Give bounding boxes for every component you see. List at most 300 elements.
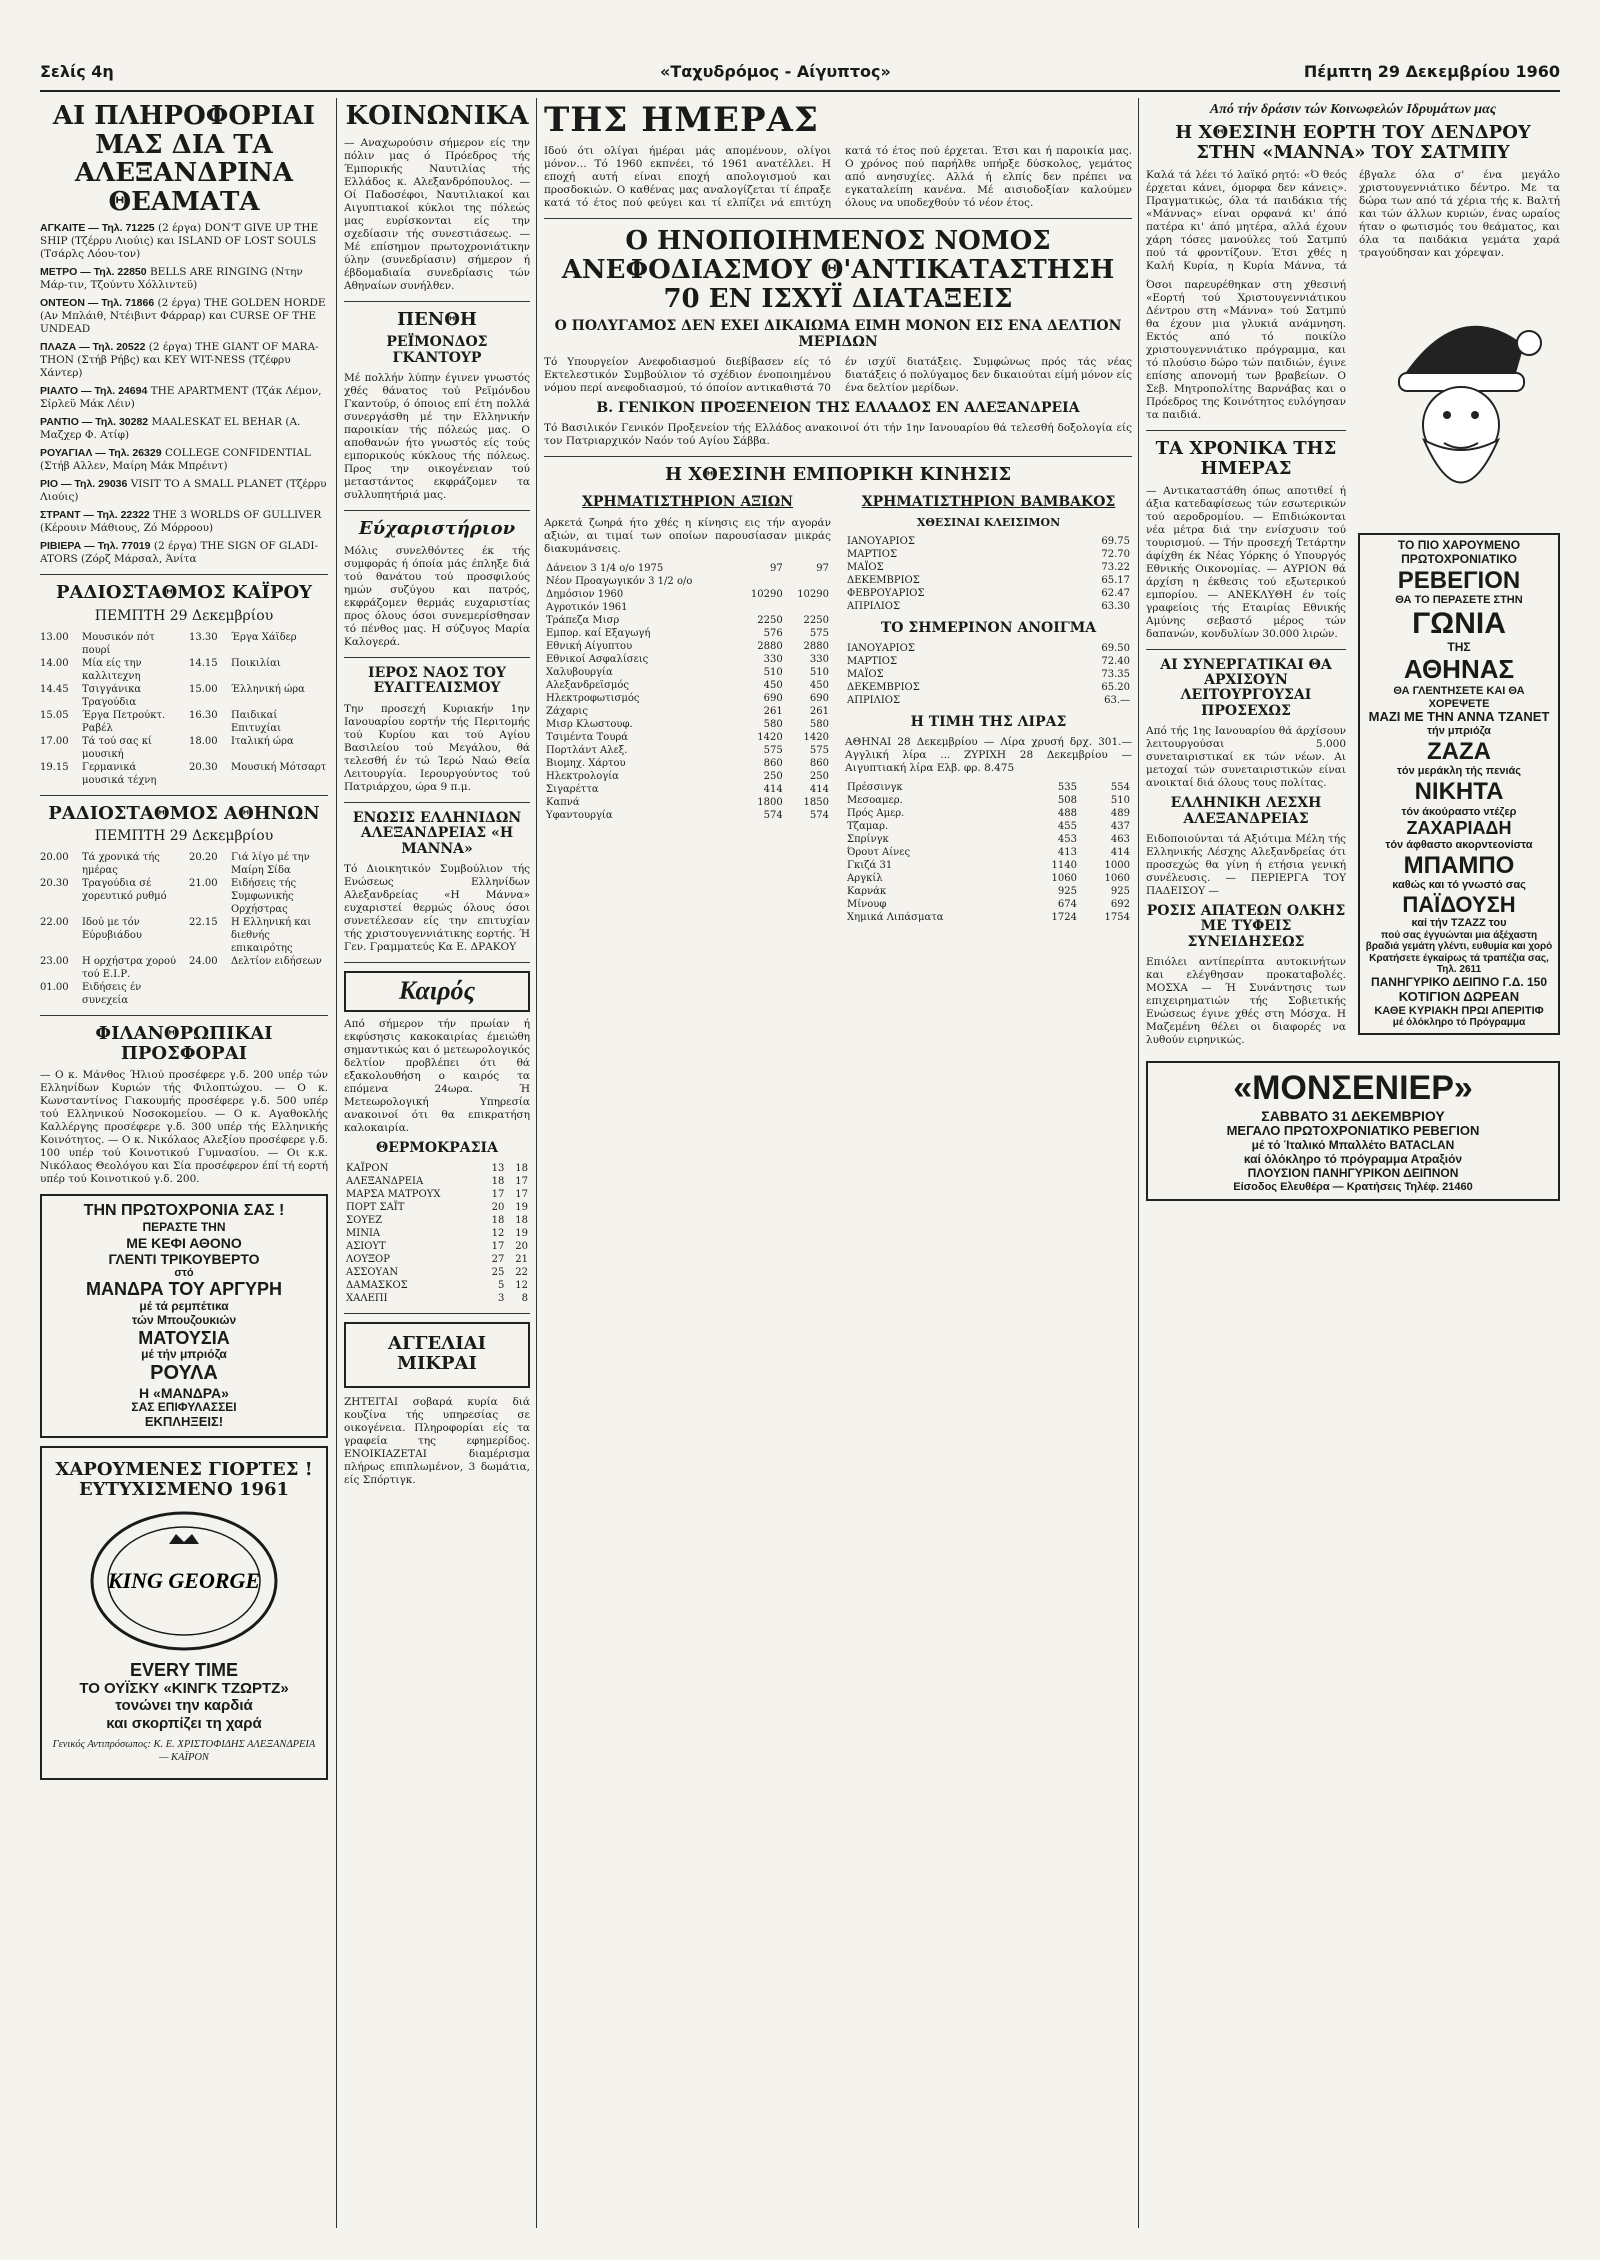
table-cell: 2880: [757, 640, 783, 652]
table-row: [845, 642, 1132, 655]
table-row: [845, 600, 1132, 613]
program-title: Ποικιλίαι: [231, 657, 281, 669]
ad-line: μέ τό Ίταλικό Μπαλλέτο BATACLAN: [1251, 1138, 1455, 1153]
radio-program: [40, 631, 179, 657]
table-cell: 5: [498, 1279, 505, 1291]
cinema-film: THE APARTMENT (Τζάκ Λέμον, Σίρλεϋ Μάκ Λέιν): [40, 385, 322, 411]
ad-line: ΑΘΗΝΑΣ: [1403, 654, 1515, 685]
table-cell: 2250: [757, 614, 783, 626]
table-cell: 413: [1057, 847, 1077, 859]
cinema-name: ΣΤΡΑΝΤ — Τηλ. 22322: [40, 509, 150, 522]
table-cell: 25: [491, 1266, 505, 1278]
table-cell: Τσιμέντα Τουρά: [546, 731, 629, 743]
program-title: Δελτίον ειδήσεων: [231, 955, 322, 967]
program-time: 15.05: [40, 709, 69, 721]
radio-program: [189, 955, 328, 981]
stocks-intro: Αρκετά ζωηρά ήτο χθές η κίνησις εις τήν αγοράν αξιών, αι τιμαί των οποίων παρουσίασαν μικράς διακυμάνσεις.: [544, 516, 831, 555]
table-cell: 535: [1057, 782, 1077, 794]
table-cell: Αλεξανδρεϊσμός: [546, 679, 630, 691]
table-cell: 580: [763, 718, 783, 730]
table-cell: 250: [763, 770, 783, 782]
cotton-heading: ΧΡΗΜΑΤΙΣΤΗΡΙΟΝ ΒΑΜΒΑΚΟΣ: [861, 494, 1116, 511]
temperature-heading: ΘΕΡΜΟΚΡΑΣΙΑ: [376, 1139, 498, 1156]
cinema-listings: [40, 222, 328, 566]
column-rule: [336, 98, 337, 2228]
table-cell: ΑΣΙΟΥΤ: [346, 1240, 386, 1252]
table-cell: Ηλεκτρολογία: [546, 770, 619, 782]
cinema-entry: [40, 341, 328, 380]
law-subheading: Ο ΠΟΛΥΓΑΜΟΣ ΔΕΝ ΕΧΕΙ ΔΙΚΑΙΩΜΑ ΕΙΜΗ ΜΟΝΟΝ ΕΙΣ ΕΝΑ ΔΕΛΤΙΟΝ ΜΕΡΙΔΩΝ: [554, 318, 1122, 350]
table-cell: 1060: [1104, 873, 1130, 885]
radio-athens-heading: ΡΑΔΙΟΣΤΑΘΜΟΣ ΑΘΗΝΩΝ: [48, 802, 320, 824]
table-cell: Σιγαρέττα: [546, 783, 599, 795]
weather-logo: Καιρός: [344, 971, 530, 1012]
whisky-ad-greeting: ΧΑΡΟΥΜΕΝΕΣ ΓΙΟΡΤΕΣ ! ΕΥΤΥΧΙΣΜΕΝΟ 1961: [55, 1458, 313, 1500]
ad-line: τόν άφθαστο ακορντεονίστα: [1385, 839, 1533, 852]
table-cell: 65.17: [1101, 574, 1130, 586]
table-cell: 1850: [803, 796, 829, 808]
table-cell: 1060: [1051, 873, 1077, 885]
thanks-heading: Εύχαριστήριον: [358, 518, 516, 540]
ad-line: καί τήν ΤΖΑΖΖ του: [1411, 917, 1507, 930]
cotton-exchange-section: [845, 491, 1132, 924]
cinema-film: (2 έργα) THE GIANT OF MARA-THON (Στήβ Ρήβς) και KEY WIT-NESS (Τζέφρυ Χάντερ): [40, 341, 319, 380]
cinema-film: (2 έργα) DON'T GIVE UP THE SHIP (Τζέρρυ Λιούις) και ISLAND OF LOST SOULS (Τσάρλς Λόου-τον): [40, 222, 319, 261]
law-text: Τό Υπουργείον Ανεφοδιασμού διεβίβασεν είς τό Εκτελεστικόν Συμβούλιον τό σχέδιον ένοποιημένου νόμου περί ανεφοδιασμού, τό όποίον αντικαθιστά 70 έν ισχύϊ διατάξεις. Συμφώνως πρός τάς νέας διατάξεις ό πολύγαμος δεν δικαιούται είμή μόνον είς ένα δελτίον μερίδων.: [544, 355, 1132, 394]
table-cell: 20: [515, 1240, 528, 1252]
table-row: [845, 911, 1132, 924]
table-cell: Τζαμαρ.: [847, 821, 889, 833]
table-cell: Πρός Αμερ.: [847, 808, 905, 820]
cinema-entry: [40, 416, 328, 442]
ad-line: ΤΟ ΠΙΟ ΧΑΡΟΥΜΕΝΟ ΠΡΩΤΟΧΡΟΝΙΑΤΙΚΟ: [1397, 537, 1521, 566]
table-cell: Τράπεζα Μισρ: [546, 614, 620, 626]
radio-program: [189, 631, 328, 657]
table-row: [344, 1188, 530, 1201]
table-cell: 73.35: [1101, 669, 1130, 681]
ad-line: ΜΑΤΟΥΣΙΑ: [138, 1327, 230, 1348]
whisky-agent: Γενικός Αντιπρόσωπος: Κ. Ε. ΧΡΙΣΤΟΦΙΔΗΣ ΑΛΕΞΑΝΔΡΕΙΑ — ΚΑΪΡΟΝ: [52, 1738, 316, 1763]
program-title: Ιδού με τόν Εύρυβιάδου: [82, 916, 142, 941]
table-cell: ΔΑΜΑΣΚΟΣ: [346, 1279, 408, 1291]
table-cell: 13: [491, 1162, 505, 1174]
ad-line: ΠΑΪΔΟΥΣΗ: [1402, 891, 1516, 917]
radio-program: [40, 761, 179, 787]
table-row: [344, 1240, 530, 1253]
program-time: 16.30: [189, 709, 218, 721]
program-time: 13.00: [40, 631, 69, 643]
table-cell: 261: [763, 705, 783, 717]
tagline: Από τήν δράσιν τών Κοινωφελών Ιδρυμάτων μας: [1209, 102, 1497, 117]
ad-line: τονώνει την καρδιά: [115, 1697, 253, 1715]
cooperatives-text: Από τής 1ης Ιανουαρίου θά άρχίσουν λειτουργούσαι 5.000 συνεταιριστικαί εκ τών νέων. Αι μετοχαί τών συνεταιριστικών είναι ανοικταί διά όλους τους πολίτας.: [1146, 725, 1346, 790]
column-rule: [1138, 98, 1139, 2228]
program-title: Γιά λίγο μέ την Μαίρη Σίδα: [231, 851, 310, 876]
table-cell: 510: [809, 666, 829, 678]
table-row: [845, 548, 1132, 561]
mandra-nightclub-ad: [40, 1194, 328, 1438]
program-time: 18.00: [189, 735, 218, 747]
table-cell: 1420: [757, 731, 783, 743]
table-row: [544, 653, 831, 666]
table-row: [344, 1214, 530, 1227]
table-cell: 97: [769, 562, 783, 574]
program-title: Τά τού σας κί μουσική: [82, 735, 152, 760]
program-time: 01.00: [40, 981, 69, 993]
tree-heading: Η ΧΘΕΣΙΝΗ ΕΟΡΤΗ ΤΟΥ ΔΕΝΔΡΟΥ ΣΤΗΝ «ΜΑΝΝΑ» ΤΟΥ ΣΑΤΜΠΥ: [1175, 122, 1531, 164]
ad-line: ΓΩΝΙΑ: [1412, 606, 1506, 640]
chronicle-heading: ΤΑ ΧΡΟΝΙΚΑ ΤΗΣ ΗΜΕΡΑΣ: [1155, 437, 1337, 479]
ad-line: ΜΑΝΔΡΑ ΤΟΥ ΑΡΓΥΡΗ: [86, 1279, 282, 1300]
table-row: [845, 587, 1132, 600]
ad-line: στό: [174, 1266, 194, 1279]
club-heading: ΕΛΛΗΝΙΚΗ ΛΕΣΧΗ ΑΛΕΞΑΝΔΡΕΙΑΣ: [1170, 795, 1322, 827]
table-cell: 510: [1110, 795, 1130, 807]
program-time: 13.30: [189, 631, 218, 643]
ad-line: ΡΟΥΛΑ: [150, 1362, 218, 1385]
program-time: 22.15: [189, 916, 218, 928]
table-cell: ΚΑΪΡΟΝ: [346, 1162, 389, 1174]
whisky-label-icon: [84, 1506, 284, 1656]
table-cell: Χαλυβουργία: [546, 666, 613, 678]
table-cell: Αργκίλ: [847, 873, 883, 885]
table-cell: ΜΑΡΤΙΟΣ: [847, 548, 898, 560]
table-cell: 21: [515, 1253, 528, 1265]
santa-claus-icon: [1364, 285, 1554, 525]
table-cell: 72.40: [1101, 656, 1130, 668]
table-row: [544, 679, 831, 692]
table-row: [845, 898, 1132, 911]
pound-text: ΑΘΗΝΑΙ 28 Δεκεμβρίου — Λίρα χρυσή δρχ. 301.— Αγγλική λίρα ... ΖΥΡΙΧΗ 28 Δεκεμβρίου — Αιγυπτιακή λίρα Ελβ. φρ. 8.475: [845, 736, 1132, 775]
program-time: 14.00: [40, 657, 69, 669]
table-cell: Εθνικοί Ασφαλίσεις: [546, 653, 649, 665]
table-row: [845, 694, 1132, 707]
radio-cairo-heading: ΡΑΔΙΟΣΤΑΘΜΟΣ ΚΑΪΡΟΥ: [55, 582, 313, 604]
table-cell: ΙΑΝΟΥΑΡΙΟΣ: [847, 643, 915, 655]
table-cell: 18: [491, 1175, 505, 1187]
table-cell: 510: [763, 666, 783, 678]
program-title: Έλληνική ώρα: [231, 683, 305, 695]
consulate-text: Τό Βασιλικόν Γενικόν Προξενείον τής Ελλάδος ανακοινοί ότι τήν 1ην Ιανουαρίου θά τελεσθή δοξολογία είς τον Πατριαρχικόν Ναόν τού Αγίου Σάββα.: [544, 422, 1132, 448]
radio-program: [189, 761, 328, 787]
table-cell: Σπρίνγκ: [847, 834, 889, 846]
table-cell: ΔΕΚΕΜΒΡΙΟΣ: [847, 574, 920, 586]
table-cell: ΦΕΒΡΟΥΑΡΙΟΣ: [847, 587, 925, 599]
table-cell: 63.—: [1104, 695, 1130, 707]
issue-date: Πέμπτη 29 Δεκεμβρίου 1960: [1303, 62, 1560, 81]
classifieds-text: ΖΗΤΕΙΤΑΙ σοβαρά κυρία διά κουζίνα τής υπηρεσίας σε οικογένεια. Πληροφορίαι είς τα γραφεία της εφημερίδος. ΕΝΟΙΚΙΑΖΕΤΑΙ διαμέρισμα πλήρως επιπλωμένον, 3 δωμάτια, είς Σπόρτιγκ.: [344, 1395, 530, 1486]
table-row: [344, 1266, 530, 1279]
table-cell: 455: [1057, 821, 1077, 833]
cinema-film: (2 έργα) THE GOLDEN HORDE (Αν Μπλάιθ, Ντέιβιντ Φάρραρ) και CURSE OF THE UNDEAD: [40, 297, 326, 336]
ad-line: τήν μπριόζα: [1427, 725, 1491, 738]
table-cell: Εθνική Αίγυπτου: [546, 640, 633, 652]
table-cell: [785, 601, 831, 614]
table-cell: Βιομηχ. Χάρτου: [546, 757, 626, 769]
table-cell: 1140: [1051, 860, 1077, 872]
table-cell: 488: [1057, 808, 1077, 820]
radio-program: [40, 657, 179, 683]
ad-line: ΣΑΣ ΕΠΙΦΥΛΑΣΣΕΙ: [131, 1400, 237, 1415]
table-cell: 18: [491, 1214, 505, 1226]
program-title: Ειδήσεις έν συνεχεία: [82, 981, 142, 1006]
market-heading: Η ΧΘΕΣΙΝΗ ΕΜΠΟΡΙΚΗ ΚΙΝΗΣΙΣ: [664, 464, 1012, 486]
cinema-entry: [40, 222, 328, 261]
program-title: Μουσική Μότσαρτ: [231, 761, 327, 773]
program-title: Ιταλική ώρα: [231, 735, 294, 747]
cinema-entry: [40, 266, 328, 292]
table-cell: Δάνειον 3 1/4 ο/ο 1975: [546, 562, 664, 574]
table-cell: 12: [515, 1279, 528, 1291]
ad-line: μέ όλόκληρο τό Πρόγραμμα: [1392, 1017, 1526, 1029]
table-row: [344, 1253, 530, 1266]
column-1: [40, 98, 328, 2228]
table-row: [344, 1279, 530, 1292]
table-cell: 453: [1057, 834, 1077, 846]
table-row: [544, 562, 831, 575]
table-row: [544, 744, 831, 757]
program-title: Τραγούδια σέ χορευτικό ρυθμό: [82, 877, 167, 902]
table-cell: ΣΟΥΕΖ: [346, 1214, 383, 1226]
mourning-name: ΡΕΪΜΟΝΔΟΣ ΓΚΑΝΤΟΥΡ: [386, 334, 488, 366]
cinema-name: ΑΓΚΑΙΤΕ — Τηλ. 71225: [40, 222, 155, 235]
radio-program: [40, 709, 179, 735]
table-row: [544, 627, 831, 640]
table-cell: ΧΑΛΕΠΙ: [346, 1292, 388, 1304]
ad-line: ΚΑΘΕ ΚΥΡΙΑΚΗ ΠΡΩΙ ΑΠΕΡΙΤΙΦ: [1374, 1004, 1544, 1017]
table-row: [544, 809, 831, 822]
cinema-name: ΜΕΤΡΟ — Τηλ. 22850: [40, 266, 147, 279]
table-cell: ΑΛΕΞΑΝΔΡΕΙΑ: [346, 1175, 424, 1187]
table-row: [544, 666, 831, 679]
ad-line: EVERY TIME: [129, 1659, 239, 1680]
gonia-athinas-ad: [1358, 533, 1560, 1035]
table-cell: 17: [491, 1240, 505, 1252]
table-row: [344, 1227, 530, 1240]
classifieds-heading: ΑΓΓΕΛΙΑΙ ΜΙΚΡΑΙ: [387, 1332, 486, 1374]
table-cell: 17: [515, 1188, 528, 1200]
program-time: 14.15: [189, 657, 218, 669]
table-cell: Μίνουφ: [847, 899, 887, 911]
consulate-heading: Β. ΓΕΝΙΚΟΝ ΠΡΟΞΕΝΕΙΟΝ ΤΗΣ ΕΛΛΑΔΟΣ ΕΝ ΑΛΕΞΑΝΔΡΕΙΑ: [596, 399, 1080, 416]
table-cell: 63.30: [1101, 600, 1130, 612]
table-row: [544, 731, 831, 744]
column-2: [344, 98, 530, 2228]
table-row: [344, 1162, 530, 1175]
column-4-left: [1146, 279, 1346, 1053]
radio-program: [189, 709, 328, 735]
radio-program: [40, 851, 179, 877]
table-cell: Αγροτικόν 1961: [546, 601, 628, 613]
stocks-table: [544, 562, 831, 822]
table-cell: 450: [763, 679, 783, 691]
charity-heading: ΦΙΛΑΝΘΡΩΠΙΚΑΙ ΠΡΟΣΦΟΡΑΙ: [95, 1022, 273, 1064]
table-cell: Πορτλάντ Αλεξ.: [546, 744, 628, 756]
table-cell: 574: [763, 809, 783, 821]
radio-program: [189, 916, 328, 955]
cinema-entry: [40, 447, 328, 473]
ad-line: ΠΛΟΥΣΙΟΝ ΠΑΝΗΓΥΡΙΚΟΝ ΔΕΙΠΝΟΝ: [1247, 1165, 1459, 1180]
cinema-heading: ΑΙ ΠΛΗΡΟΦΟΡΙΑΙ ΜΑΣ ΔΙΑ ΤΑ ΑΛΕΞΑΝΔΡΙΝΑ ΘΕΑΜΑΤΑ: [52, 101, 316, 217]
table-cell: Ηλεκτροφωτισμός: [546, 692, 640, 704]
monseigneur-ad: [1146, 1061, 1560, 1201]
today-opening-heading: ΤΟ ΣΗΜΕΡΙΝΟΝ ΑΝΟΙΓΜΑ: [880, 619, 1097, 636]
law-heading: Ο ΗΝΟΠΟΙΗΜΕΝΟΣ ΝΟΜΟΣ ΑΝΕΦΟΔΙΑΣΜΟΥ Θ'ΑΝΤΙΚΑΤΑΣΤΗΣΗ 70 ΕΝ ΙΣΧΥΪ ΔΙΑΤΑΞΕΙΣ: [561, 226, 1115, 314]
table-row: [544, 575, 831, 588]
table-cell: 330: [809, 653, 829, 665]
cinema-entry: [40, 540, 328, 566]
table-cell: 27: [491, 1253, 505, 1265]
ad-line: πού σας έγγυώνται μια άξέχαστη βραδιά γεμάτη γλέντι, ευθυμία και χορό: [1365, 929, 1553, 953]
program-time: 15.00: [189, 683, 218, 695]
cooperatives-heading: ΑΙ ΣΥΝΕΡΓΑΤΙΚΑΙ ΘΑ ΑΡΧΙΣΟΥΝ ΛΕΙΤΟΥΡΓΟΥΣΑΙ ΠΡΟΣΕΧΩΣ: [1160, 656, 1332, 719]
page-number: Σελίς 4η: [40, 62, 114, 81]
program-title: Τσιγγάνικα Τραγούδια: [82, 683, 142, 708]
program-time: 17.00: [40, 735, 69, 747]
ad-line: Κρατήσετε έγκαίρως τά τραπέζια σας, Τηλ. 2611: [1369, 952, 1549, 976]
table-row: [845, 807, 1132, 820]
ad-line: ΖΑΧΑΡΙΑΔΗ: [1406, 818, 1512, 839]
king-george-whisky-ad: [40, 1446, 328, 1780]
program-title: Μία είς την καλλιτεχνη: [82, 657, 142, 682]
ad-line: μέ τήν μπριόζα: [141, 1347, 227, 1362]
chronicle-text: — Αντικαταστάθη όπως αποτιθεί ή άξια κατεδαφίσεως τών εσωτερικών τού αεροδρομίου. — Επιδιώκονται νέα μέτρα διά την ενίσχυσιν τού τουρισμού. — Τήν προσεχή Τετάρτην άφίχθη έκ Νέας Υόρκης ό Υπουργός Εθνικής Οικονομίας. — ΑΥΡΙΟΝ θά άρχίση η έκθεσις τού εξωτερικού εμπορίου. — ΑΝΕΚΛΥΘΗ έν τοίς γραφείοις τής Εταιρίας Εθνικής Αμύνης σεβαστό μέρος τών δαπανών, κονδυλίων 30.000 λιρών.: [1146, 484, 1346, 640]
radio-program: [189, 851, 328, 877]
cinema-film: BELLS ARE RINGING (Ντην Μάρ-τιν, Τζούντυ Χόλλιντεϋ): [40, 266, 303, 292]
mourning-heading: ΠΕΝΘΗ: [397, 308, 477, 330]
charity-text: — Ο κ. Μάνθος Ήλιού προσέφερε γ.δ. 200 υπέρ τών Ελληνίδων Κυριών τής Φιλοπτώχου. — Ο κ. Κωνσταντίνος Γιακουμής προσέφερε γ.δ. 500 υπέρ τού Ελληνικού Νοσοκομείου. — Ο κ. Αγαθοκλής Καλλέργης προσέφερε γ.δ. 300 υπέρ τής Ελληνικής Κοινότητος. — Ο κ. Νικόλαος Αλεξίου προσέφερε γ.δ. 100 υπέρ τού Κοινοτικού Γυμνασίου. — Οι κ.κ. Νικόλαος Θεολόγου και Σία προσέφερον έπί τή εορτή υπέρ τού Κοινοτικού γ.δ. 200.: [40, 1069, 328, 1186]
table-cell: 12: [491, 1227, 505, 1239]
program-title: Η Ελληνική και διεθνής επικαιρότης: [231, 916, 312, 954]
table-cell: ΑΠΡΙΛΙΟΣ: [847, 695, 901, 707]
table-cell: 2250: [803, 614, 829, 626]
whisky-ad-slogan: [50, 1660, 318, 1732]
table-cell: 1754: [1104, 912, 1130, 924]
table-row: [544, 640, 831, 653]
radio-cairo-schedule: [40, 631, 328, 787]
table-row: [845, 668, 1132, 681]
program-title: Τά χρονικά τής ημέρας: [82, 851, 160, 876]
table-row: [544, 588, 831, 601]
ad-line: ΘΑ ΓΛΕΝΤΗΣΕΤΕ ΚΑΙ ΘΑ ΧΟΡΕΨΕΤΕ: [1393, 685, 1525, 710]
table-cell: 575: [763, 744, 783, 756]
table-cell: 20: [491, 1201, 505, 1213]
program-time: 23.00: [40, 955, 69, 967]
table-cell: 580: [809, 718, 829, 730]
table-row: [544, 614, 831, 627]
table-cell: Μεσοαμερ.: [847, 795, 903, 807]
column-3: [544, 98, 1132, 2228]
cinema-entry: [40, 478, 328, 504]
cinema-name: ΠΛΑΖΑ — Τηλ. 20522: [40, 341, 146, 354]
ad-line: καθώς και τό γνωστό σας: [1392, 879, 1526, 892]
table-cell: ΜΑΡΣΑ ΜΑΤΡΟΥΧ: [346, 1188, 441, 1200]
table-cell: 414: [809, 783, 829, 795]
cinema-entry: [40, 509, 328, 535]
cinema-name: ΡΑΝΤΙΟ — Τηλ. 30282: [40, 416, 149, 429]
table-cell: 10290: [750, 588, 783, 600]
newspaper-name: «Ταχυδρόμος - Αίγυπτος»: [660, 62, 891, 81]
fraud-heading: ΡΟΣΙΣ ΑΠΑΤΕΩΝ ΟΛΚΗΣ ΜΕ ΤΥΦΕΙΣ ΣΥΝΕΙΔΗΣΕΩΣ: [1146, 902, 1346, 950]
table-row: [845, 574, 1132, 587]
radio-program: [40, 981, 179, 1007]
table-cell: [785, 575, 831, 588]
ad-line: ΓΛΕΝΤΙ ΤΡΙΚΟΥΒΕΡΤΟ: [108, 1250, 260, 1267]
table-cell: 860: [763, 757, 783, 769]
table-cell: 925: [1057, 886, 1077, 898]
table-row: [544, 601, 831, 614]
table-row: [544, 692, 831, 705]
program-title: Η ορχήστρα χορού τού Ε.Ι.Ρ.: [82, 955, 177, 980]
program-time: 22.00: [40, 916, 69, 928]
table-cell: 1724: [1051, 912, 1077, 924]
table-cell: 690: [809, 692, 829, 704]
table-row: [845, 655, 1132, 668]
table-cell: Καπνά: [546, 796, 580, 808]
stocks-heading: ΧΡΗΜΑΤΙΣΤΗΡΙΟΝ ΑΞΙΩΝ: [582, 494, 793, 511]
cinema-name: ΡΟΥΑΓΙΑΛ — Τηλ. 26329: [40, 447, 162, 460]
radio-program: [189, 683, 328, 709]
table-row: [845, 820, 1132, 833]
table-cell: 575: [809, 744, 829, 756]
ad-line: μέ τά ρεμπέτικα: [139, 1299, 229, 1314]
table-cell: 19: [515, 1227, 528, 1239]
table-cell: [738, 575, 784, 588]
ad-line: ΡΕΒΕΓΙΟΝ: [1397, 566, 1521, 594]
today-opening-table: [845, 642, 1132, 707]
table-row: [544, 705, 831, 718]
cinema-name: ΡΙΟ — Τηλ. 29036: [40, 478, 128, 491]
ad-line: ΤΗΝ ΠΡΩΤΟΧΡΟΝΙΑ ΣΑΣ !: [83, 1202, 285, 1220]
table-row: [544, 718, 831, 731]
table-cell: ΑΠΡΙΛΙΟΣ: [847, 600, 901, 612]
ad-line: ΜΑΖΙ ΜΕ ΤΗΝ ΑΝΝΑ ΤΖΑΝΕΤ: [1368, 709, 1550, 725]
social-heading: ΚΟΙΝΩΝΙΚΑ: [345, 101, 529, 131]
ad-line: ΜΠΑΜΠΟ: [1403, 851, 1515, 879]
program-title: Γερμανικά μουσικά τέχνη: [82, 761, 157, 786]
radio-program: [40, 955, 179, 981]
program-title: Παιδικαί Επιτυχίαι: [231, 709, 282, 734]
table-cell: 250: [809, 770, 829, 782]
table-cell: 10290: [797, 588, 829, 600]
table-cell: ΜΙΝΙΑ: [346, 1227, 381, 1239]
radio-cairo-date: ΠΕΜΠΤΗ 29 Δεκεμβρίου: [94, 608, 274, 625]
table-row: [544, 796, 831, 809]
ad-line: ΜΕΓΑΛΟ ΠΡΩΤΟΧΡΟΝΙΑΤΙΚΟ ΡΕΒΕΓΙΟΝ: [1226, 1123, 1480, 1139]
table-row: [845, 561, 1132, 574]
masthead: [40, 50, 1560, 92]
radio-program: [189, 735, 328, 761]
table-cell: 574: [809, 809, 829, 821]
table-cell: 674: [1057, 899, 1077, 911]
table-cell: 17: [515, 1175, 528, 1187]
weather-text: Από σήμερον τήν πρωίαν ή εκφύσησις κακοκαιρίας έμειώθη σημαντικώς και ό μετεωρολογικός δελτίον προβλέπει ότι θά εξακολουθήση ο καιρός τα επόμενα 24ωρα. Ή Μετεωρολογική Υπηρεσία ανακοινοί ότι θα επικρατήση καλοκαιρία.: [344, 1017, 530, 1134]
program-time: 14.45: [40, 683, 69, 695]
ad-line: ΚΟΤΙΓΙΟΝ ΔΩΡΕΑΝ: [1398, 988, 1520, 1004]
table-cell: 8: [521, 1292, 528, 1304]
table-cell: 690: [763, 692, 783, 704]
table-cell: 72.70: [1101, 548, 1130, 560]
editorial-heading: ΤΗΣ ΗΜΕΡΑΣ: [544, 100, 819, 140]
table-row: [544, 757, 831, 770]
table-cell: 450: [809, 679, 829, 691]
table-cell: 261: [809, 705, 829, 717]
table-row: [845, 885, 1132, 898]
radio-program: [40, 877, 179, 916]
table-cell: Καρνάκ: [847, 886, 887, 898]
radio-program: [40, 683, 179, 709]
radio-athens-schedule: [40, 851, 328, 1007]
